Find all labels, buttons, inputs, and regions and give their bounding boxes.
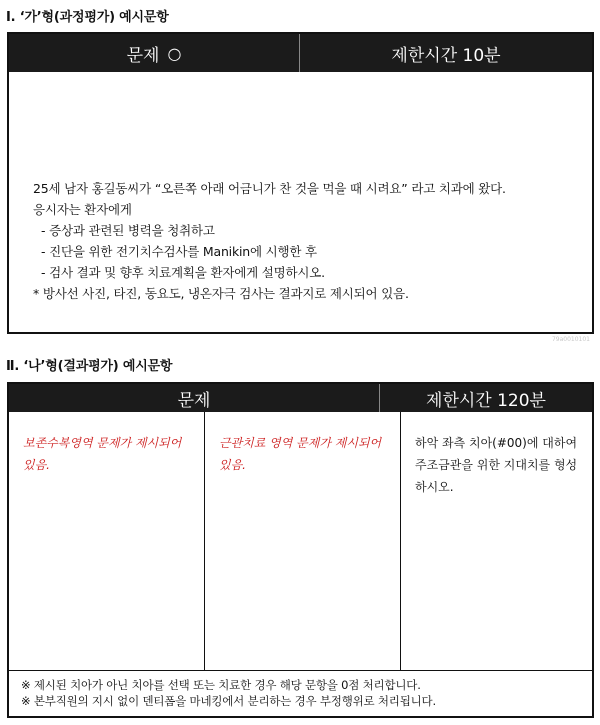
restorative-column <box>9 412 205 670</box>
section2-box <box>7 382 594 718</box>
footnote-line: * 방사선 사진, 타진, 동요도, 냉온자극 검사는 결과지로 제시되어 있음. <box>33 286 409 301</box>
section1-problem-label: 문제 <box>126 45 160 66</box>
task-item: - 증상과 관련된 병력을 청취하고 <box>41 223 215 238</box>
task-item: - 검사 결과 및 향후 치료계획을 환자에게 설명하시오. <box>41 265 325 280</box>
watermark: 79a0010101 <box>551 336 590 343</box>
section2-problem-label: 문제 <box>177 390 211 411</box>
note-line: ※ 본부직원의 지시 없이 덴티폼을 마네킹에서 분리하는 경우 부정행위로 처리됩니다. <box>21 694 436 708</box>
section1-header <box>9 34 592 72</box>
section1-heading: Ⅰ. ‘가’형(과정평가) 예시문항 <box>6 10 169 25</box>
section2-time-label: 제한시간 120분 <box>426 390 546 411</box>
section2-heading: Ⅱ. ‘나’형(결과평가) 예시문항 <box>6 359 173 374</box>
instruction-line: 응시자는 환자에게 <box>33 202 132 217</box>
prosthodontic-task: 하악 좌측 치아(#00)에 대하여 주조금관을 위한 지대치를 형성하시오. <box>415 436 578 494</box>
endodontic-column <box>205 412 401 670</box>
section2-time-cell <box>380 384 592 412</box>
section2-header <box>9 384 592 412</box>
note-line: ※ 제시된 치아가 아닌 치아를 선택 또는 치료한 경우 해당 문항을 0점 처리합니다. <box>21 678 421 692</box>
section1-body <box>9 72 592 304</box>
section2-columns <box>9 412 592 671</box>
scenario-line: 25세 남자 홍길동씨가 “오른쪽 아래 어금니가 찬 것을 먹을 때 시려요” 라고 치과에 왔다. <box>33 181 506 196</box>
section2-notes <box>9 671 592 715</box>
section1-time-label: 제한시간 10분 <box>391 45 501 66</box>
section1-time-cell <box>300 34 592 72</box>
section1-problem-cell <box>9 34 300 72</box>
circle-icon: ○ <box>167 43 182 63</box>
section1-box <box>7 32 594 334</box>
task-item: - 진단을 위한 전기치수검사를 Manikin에 시행한 후 <box>41 244 317 259</box>
endodontic-note: 근관치료 영역 문제가 제시되어 있음. <box>219 436 382 472</box>
prosthodontic-column <box>401 412 592 670</box>
section2-problem-cell <box>9 384 380 412</box>
restorative-note: 보존수복영역 문제가 제시되어 있음. <box>23 436 182 472</box>
